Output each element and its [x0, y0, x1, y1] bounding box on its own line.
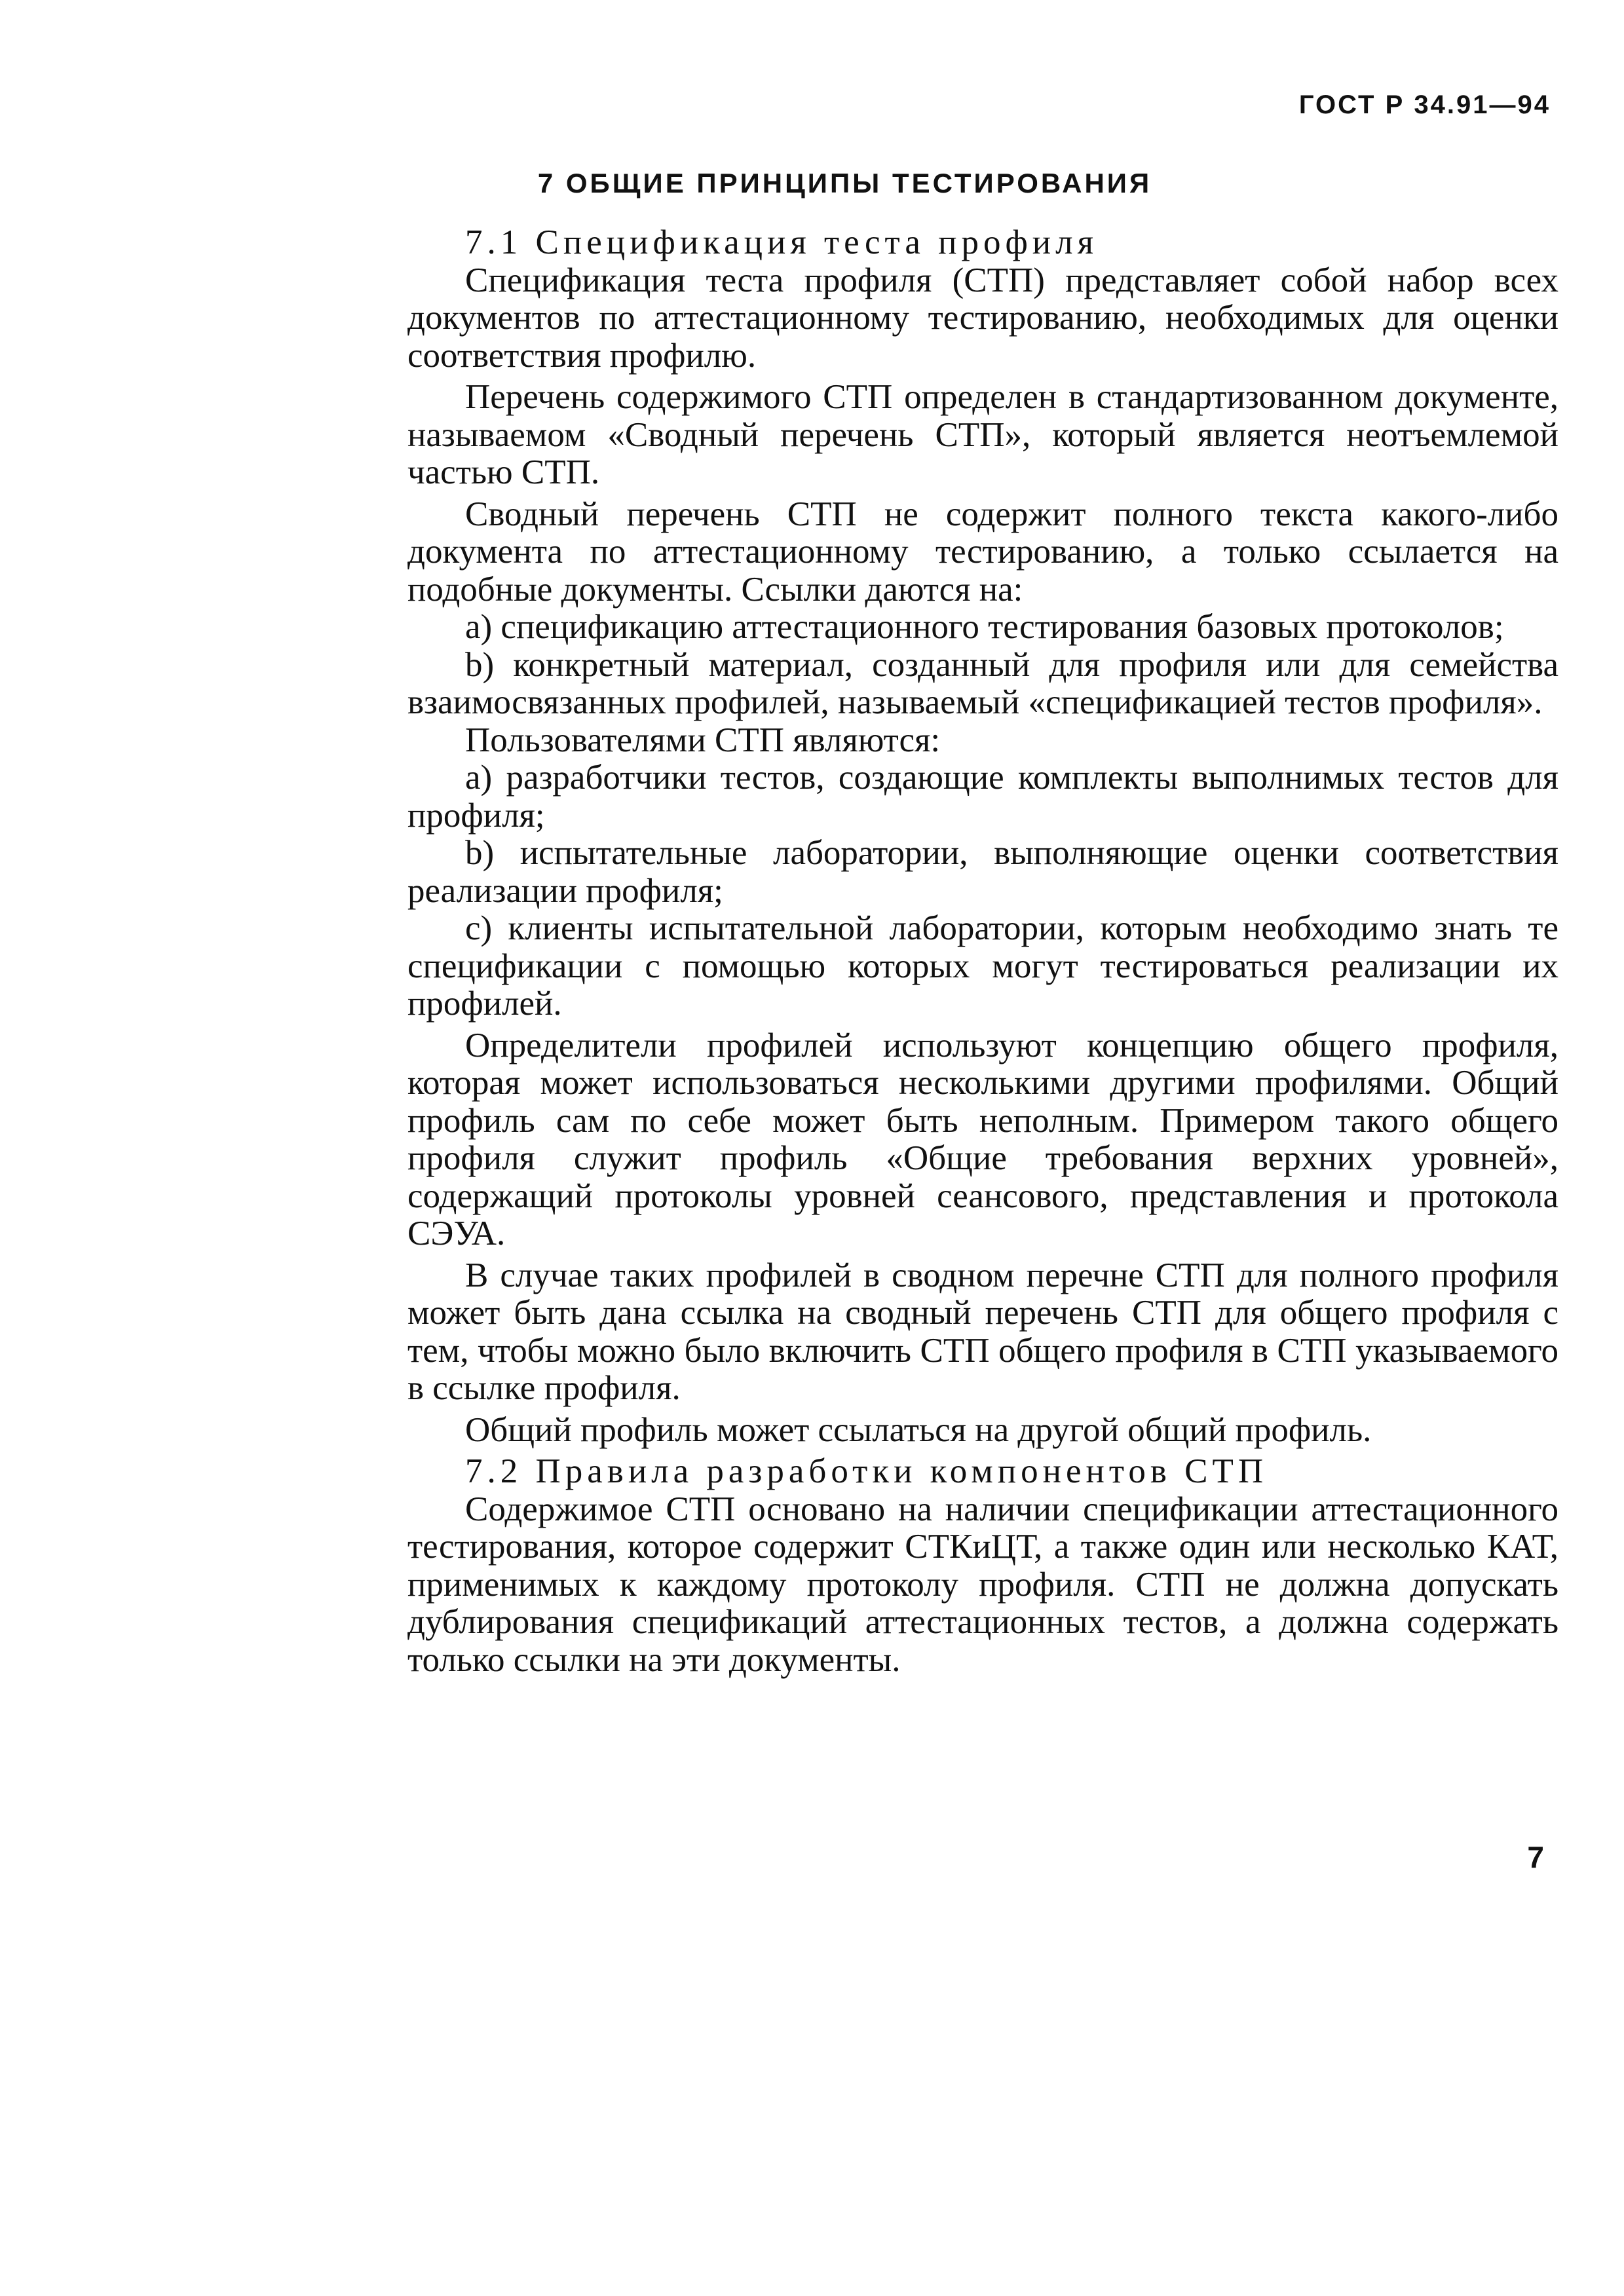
list-item: a) спецификацию аттестационного тестирования базовых протоколов; — [465, 608, 1504, 646]
body-text — [407, 224, 1558, 1679]
paragraph: Содержимое СТП основано на наличии спецификации аттестационного тестирования, которое содержит СТКиЦТ, а также один или несколько КАТ, применимых к каждому протоколу профиля. СТП не должна допускать дублирования спецификаций аттестационных тестов, а должна содержать только ссылки на эти документы. — [407, 1490, 1558, 1679]
paragraph: Перечень содержимого СТП определен в стандартизованном документе, называемом «Сводный перечень СТП», который является неотъемлемой частью СТП. — [407, 378, 1558, 491]
section-title: 7 ОБЩИЕ ПРИНЦИПЫ ТЕСТИРОВАНИЯ — [537, 168, 1152, 198]
subsection-title: 7.2 Правила разработки компонентов СТП — [465, 1452, 1268, 1490]
list-item: b) конкретный материал, созданный для профиля или для семейства взаимосвязанных профилей, называемый «спецификацией тестов профиля». — [407, 645, 1558, 721]
paragraph: Спецификация теста профиля (СТП) представляет собой набор всех документов по аттестационному тестированию, необходимых для оценки соответствия профилю. — [407, 261, 1558, 375]
paragraph: В случае таких профилей в сводном перечне СТП для полного профиля может быть дана ссылка на сводный перечень СТП для общего профиля с тем, чтобы можно было включить СТП общего профиля в СТП указываемого в ссылке профиля. — [407, 1256, 1558, 1407]
list-item: c) клиенты испытательной лаборатории, которым необходимо знать те спецификации с помощью которых могут тестироваться реализации их профилей. — [407, 909, 1558, 1023]
paragraph: Пользователями СТП являются: — [465, 721, 941, 759]
document-header: ГОСТ Р 34.91—94 — [1298, 90, 1551, 119]
subsection-title: 7.1 Спецификация теста профиля — [465, 223, 1099, 261]
list-item: b) испытательные лаборатории, выполняющие оценки соответствия реализации профиля; — [407, 834, 1558, 910]
list-item: a) разработчики тестов, создающие комплекты выполнимых тестов для профиля; — [407, 759, 1558, 835]
paragraph: Общий профиль может ссылаться на другой общий профиль. — [465, 1410, 1372, 1449]
page-number: 7 — [1527, 1840, 1544, 1874]
paragraph: Определители профилей используют концепцию общего профиля, которая может использоваться несколькими другими профилями. Общий профиль сам по себе может быть неполным. Примером такого общего профиля служит профиль «Общие требования верхних уровней», содержащий протоколы уровней сеансового, представления и протокола СЭУА. — [407, 1026, 1558, 1252]
paragraph: Сводный перечень СТП не содержит полного текста какого-либо документа по аттестационному тестированию, а только ссылается на подобные документы. Ссылки даются на: — [407, 495, 1558, 609]
